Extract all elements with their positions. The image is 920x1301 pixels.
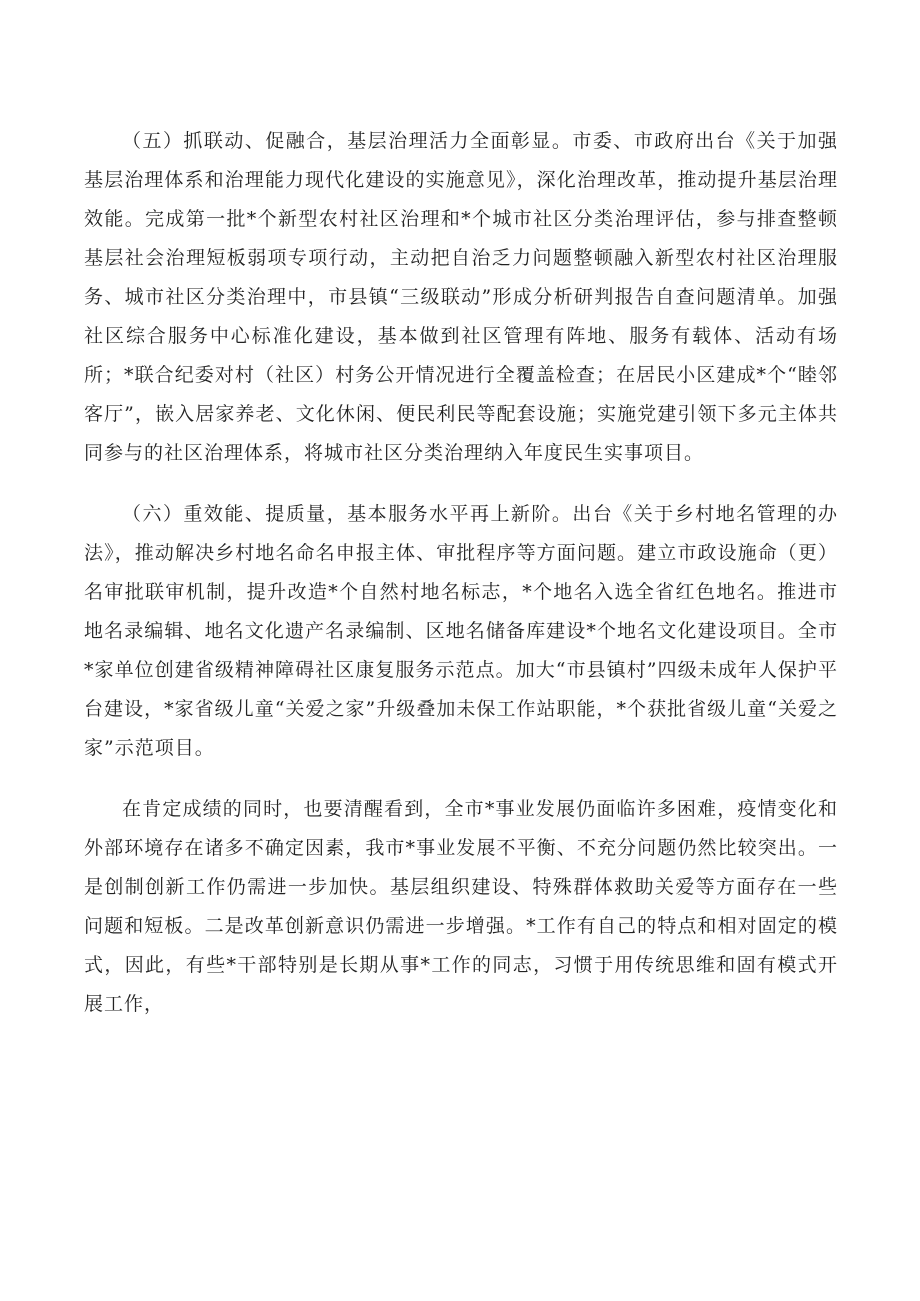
document-body [84,122,838,1046]
paragraph-challenges: 在肯定成绩的同时，也要清醒看到，全市*事业发展仍面临许多困难，疫情变化和外部环境存在诸多不确定因素，我市*事业发展不平衡、不充分问题仍然比较突出。一是创制创新工作仍需进一步加快。基层组织建设、特殊群体救助关爱等方面存在一些问题和短板。二是改革创新意识仍需进一步增强。*工作有自己的特点和相对固定的模式，因此，有些*干部特别是长期从事*工作的同志，习惯于用传统思维和固有模式开展工作， [84,798,838,1015]
paragraph-governance: （五）抓联动、促融合，基层治理活力全面彰显。市委、市政府出台《关于加强基层治理体系和治理能力现代化建设的实施意见》，深化治理改革，推动提升基层治理效能。完成第一批*个新型农村社区治理和*个城市社区分类治理评估，参与排查整顿基层社会治理短板弱项专项行动，主动把自治乏力问题整顿融入新型农村社区治理服务、城市社区分类治理中，市县镇“三级联动”形成分析研判报告自查问题清单。加强社区综合服务中心标准化建设，基本做到社区管理有阵地、服务有载体、活动有场所；*联合纪委对村（社区）村务公开情况进行全覆盖检查；在居民小区建成*个“睦邻客厅”，嵌入居家养老、文化休闲、便民利民等配套设施；实施党建引领下多元主体共同参与的社区治理体系，将城市社区分类治理纳入年度民生实事项目。 [84,130,838,464]
paragraph-services: （六）重效能、提质量，基本服务水平再上新阶。出台《关于乡村地名管理的办法》，推动解决乡村地名命名申报主体、审批程序等方面问题。建立市政设施命（更）名审批联审机制，提升改造*个自然村地名标志，*个地名入选全省红色地名。推进市地名录编辑、地名文化遗产名录编制、区地名储备库建设*个地名文化建设项目。全市*家单位创建省级精神障碍社区康复服务示范点。加大“市县镇村”四级未成年人保护平台建设，*家省级儿童“关爱之家”升级叠加未保工作站职能，*个获批省级儿童“关爱之家”示范项目。 [84,503,838,759]
